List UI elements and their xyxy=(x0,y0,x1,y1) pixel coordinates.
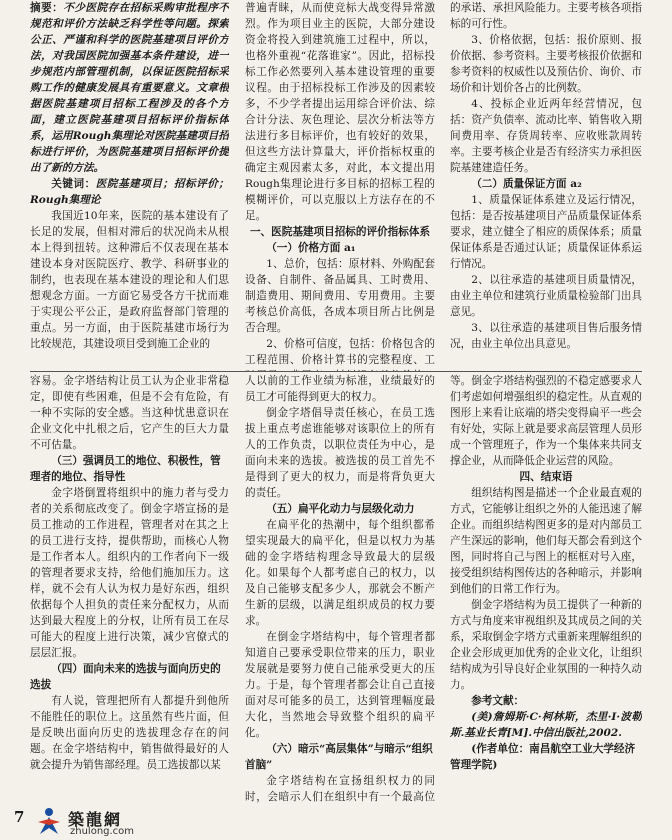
top-column-3 xyxy=(450,0,642,371)
reference-item: (美)詹姆斯·C·柯林斯，杰里·I·波勒斯.基业长青[M].中信出版社,2002. xyxy=(450,711,642,739)
subsection-heading: （一）价格方面 a₁ xyxy=(266,242,356,254)
section-heading: 一、医院基建项目招标的评价指标体系 xyxy=(249,226,431,238)
bottom-column-1 xyxy=(30,373,229,805)
paragraph: 4、投标企业近两年经营情况，包括：资产负债率、流动比率、销售收入期间费用率、存货周转率、应收账款周转率。主要考核企业是否有经济实力承担医院基建建造任务。 xyxy=(450,98,642,174)
paragraph: 有人说，管理把所有人都提升到他所不能胜任的职位上。这虽然有些片面，但是反映出面向历史的选拔理念存在的问题。在金字塔结构中，销售做得最好的人就会提升为销售部经理。员工选拔都以某 xyxy=(30,695,229,771)
bottom-column-3 xyxy=(450,373,642,805)
bottom-column-2 xyxy=(245,373,435,805)
paragraph: 3、价格依据，包括：报价原则、报价依据、参考资料。主要考核报价依据和参考资料的权威性以及预估价、询价、市场价和计划价各占的比例数。 xyxy=(450,34,642,94)
paragraph: 2、以往承造的基建项目质量情况，由业主单位和建筑行业质量检验部门出具意见。 xyxy=(450,274,642,318)
paragraph: 倒金字塔倡导责任核心，在员工选拔上重点考虑谁能够对该职位上的所有人的工作负责，以职位责任为中心，是面向未来的选拔。被选拔的员工首先不是得到了更大的权力，而是将背负更大的责任。 xyxy=(245,407,435,499)
paragraph: 2、价格可信度，包括：价格包含的工程范围、价格计算书的完整程度、工 xyxy=(245,338,435,366)
section-divider xyxy=(30,371,642,372)
author-affiliation: (作者单位：南昌航空工业大学经济管理学院) xyxy=(450,743,636,771)
zhulong-logo-icon xyxy=(36,806,62,836)
keywords xyxy=(30,176,229,208)
references-label: 参考文献： xyxy=(471,695,525,707)
keywords-text: 医院基建项目；招标评价；Rough集理论 xyxy=(30,178,229,206)
abstract-label: 摘要： xyxy=(30,2,64,14)
keywords-label: 关键词： xyxy=(51,178,96,190)
subsection-heading: （二）质量保证方面 a₂ xyxy=(471,178,582,190)
subsection-heading: （三）强调员工的地位、积极性，管理者的地位、指导性 xyxy=(30,455,221,483)
section-heading: 四、结束语 xyxy=(519,471,573,483)
subsection-heading: （四）面向未来的选拔与面向历史的选拔 xyxy=(30,663,221,691)
paragraph: 的承诺、承担风险能力。主要考核各项指标的可行性。 xyxy=(450,2,642,30)
paragraph: 人以前的工作业绩为标准，业绩最好的员工才可能得到更大的权力。 xyxy=(245,375,435,403)
paragraph: 容易。金字塔结构让员工认为企业非常稳定，即使有些困难，但是不会有危险，有一种不实际的安全感。当这种忧患意识在企业文化中扎根之后，它产生的巨大力量不可估量。 xyxy=(30,375,229,451)
paragraph: 金字塔结构在宣扬组织权力的同时，会暗示人们在组织中有一个最高位 xyxy=(245,775,435,803)
top-column-2 xyxy=(245,0,435,371)
subsection-heading: （六）暗示“高层集体”与暗示“组织首脑” xyxy=(245,743,433,771)
paragraph: 组织结构图是描述一个企业最直观的方式，它能够让组织之外的人能迅速了解企业。而组织结构图更多的是对内部员工产生深远的影响，他们每天都会看到这个图，同时将自己与图上的框框对号入座，接受组织结构图传达的各种暗示，并影响到他们的日常工作行为。 xyxy=(450,487,642,595)
paragraph: 在倒金字塔结构中，每个管理者都知道自己要承受职位带来的压力，职业发展就是要努力使自己能承受更大的压力。于是，每个管理者都会让自己直接面对尽可能多的员工，达到管理幅度最大化，当然地会导致整个组织的扁平化。 xyxy=(245,631,435,739)
paragraph: 3、以往承造的基建项目售后服务情况，由业主单位出具意见。 xyxy=(450,322,642,350)
abstract-text: 不少医院存在招标采购审批程序不规范和评价方法缺乏科学性等问题。探索公正、严谨和科学的医院基建项目评价方法，对我国医院加强基本条件建设，进一步规范内部管理机制，以保证医院招标采购工作的健康发展具有重要意义。文章根据医院基建项目招标工程涉及的各个方面，建立医院基建项目招标评价指标体系，运用Rough集理论对医院基建项目招标进行评价，为医院基建项目招标评价提出了新的方法。 xyxy=(30,2,229,174)
page-number: 7 xyxy=(14,808,25,826)
top-column-1 xyxy=(30,0,229,371)
paragraph: 金字塔倒置将组织中的施力者与受力者的关系彻底改变了。倒金字塔宣扬的是员工推动的工作进程，管理者对在其之上的员工进行支持，提供帮助，而核心人物是工作者本人。组织内的工作者向下一级的管理者要求支持，给他们施加压力。这样，就不会有人认为权力是好东西，组织依据每个人担负的责任来分配权力，从而达到最大程度上的分权，让所有员工在尽可能大的程度上进行决策，减少官僚式的层层汇报。 xyxy=(30,487,229,659)
logo-text: 築龍網 xyxy=(68,810,123,829)
top-section xyxy=(0,0,672,371)
paragraph: 在扁平化的热潮中，每个组织都希望实现最大的扁平化，但是以权力为基础的金字塔结构理念导致最大的层级化。如果每个人都考虑自己的权力，以及自己能够支配多少人，那就会不断产生新的层级，以满足组织成员的权力要求。 xyxy=(245,519,435,627)
paragraph: 我国近10年来，医院的基本建设有了长足的发展，但相对滞后的状况尚未从根本上得到扭转。这种滞后不仅表现在基本建设本身对医院医疗、教学、科研事业的制约，也表现在基本建设的理论和人们思想观念方面。一方面它易受各方干扰而难于实现公平公正，是政府监督部门管理的重点。另一方面，由于医院基建市场行为比较规范，其建设项目受到施工企业的 xyxy=(30,210,229,350)
bottom-section xyxy=(0,373,672,805)
subsection-heading: （五）扁平化动力与层级化动力 xyxy=(266,503,415,515)
page-footer xyxy=(0,806,672,840)
paragraph: 1、质量保证体系建立及运行情况，包括：是否按基建项目产品质量保证体系要求，建立健全了相应的质保体系；质量保证体系是否通过认证；质量保证体系运行情况。 xyxy=(450,194,642,270)
paragraph: 等。倒金字塔结构强烈的不稳定感要求人们考虑如何增强组织的稳定性。从直观的图形上来看让底端的塔尖变得扁平一些会有好处，实际上就是要求高层管理人员形成一个管理班子，作为一个集体来共同支撑企业，从而降低企业运营的风险。 xyxy=(450,375,642,467)
paragraph: 普遍青睐，从而使竞标大战变得异常激烈。作为项目业主的医院，大部分建设资金将投入到建筑施工过程中，所以，也格外重视“花落谁家”。因此，招标投标工作必然要列入基本建设管理的重要议程。由于招标投标工作涉及的因素较多，不少学者提出运用综合评价法、综合计分法、灰色理论、层次分析法等方法进行多目标评价，也有较好的效果，但这些方法计算量大，评价指标权重的确定主观因素太多，对此，本文提出用Rough集理论进行多目标的招标工程的模糊评价，可以克服以上方法存在的不足。 xyxy=(245,2,435,222)
paragraph: 1、总价，包括：原材料、外购配套设备、自制件、备品属具、工时费用、制造费用、期间费用、专用费用。主要考核总价高低，各成本项目所占比例是否合理。 xyxy=(245,258,435,334)
paragraph: 倒金字塔结构为员工提供了一种新的方式与角度来审视组织及其成员之间的关系，采取倒金字塔方式重新来理解组织的企业会形成更加优秀的企业文化，让组织结构成为引导良好企业氛围的一种持久动力。 xyxy=(450,599,642,691)
abstract xyxy=(30,0,229,176)
logo-url: zhulong.com xyxy=(70,826,135,837)
